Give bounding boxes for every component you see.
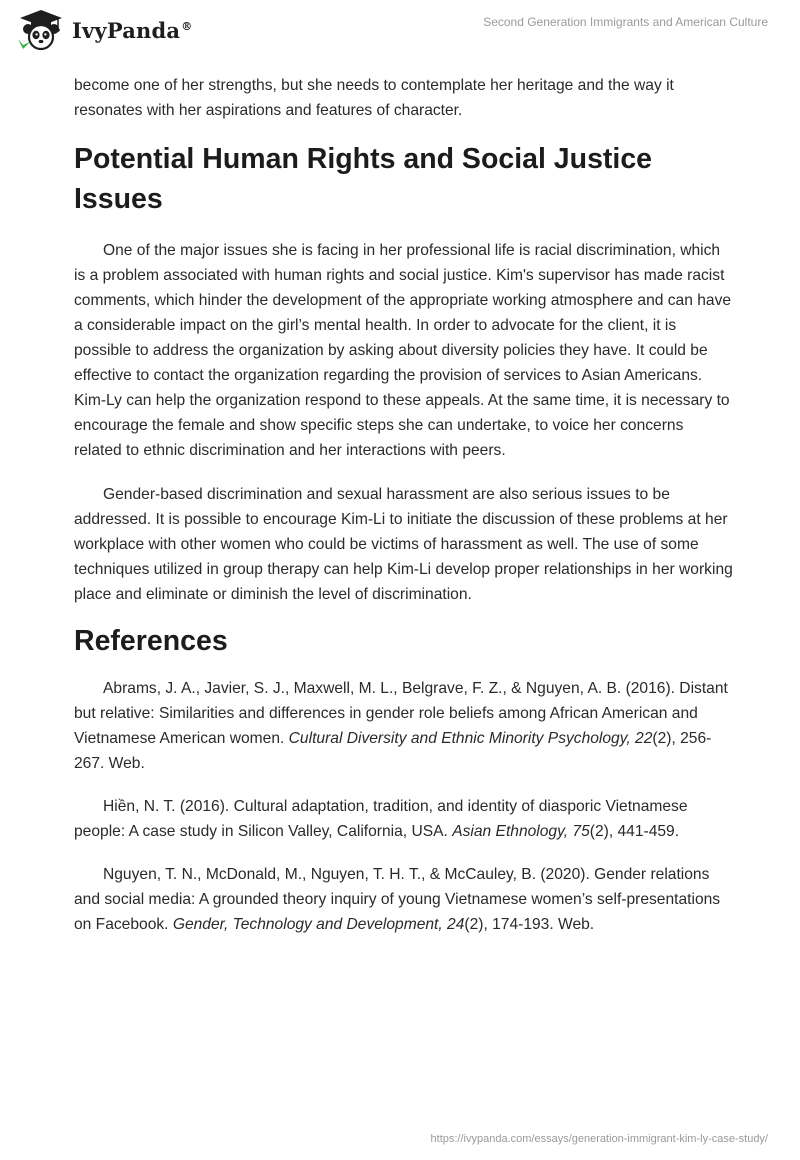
footer-url[interactable]: https://ivypanda.com/essays/generation-immigrant-kim-ly-case-study/ [430,1133,768,1145]
reference-item-2: Hiền, N. T. (2016). Cultural adaptation, tradition, and identity of diasporic Vietnamese people: A case study in Silicon Valley, California, USA. Asian Ethnology, 75(2), 441-459. [74,798,688,840]
logo-wordmark: IvyPanda® [72,17,193,43]
issues-paragraph-1: One of the major issues she is facing in her professional life is racial discrimination, which is a problem associated with human rights and social justice. Kim's supervisor has made racist comments, which hinder the development of the appropriate working atmosphere and can have a considerable impact on the girl’s mental health. In order to advocate for the client, it is possible to address the organization by asking about diversity policies they have. It could be effective to contact the organization regarding the provision of services to Asian Americans. Kim-Ly can help the organization respond to these appeals. At the same time, it is necessary to encourage the female and show specific steps she can undertake, to voice her concerns related to ethnic discrimination and her interactions with peers. [74,242,732,459]
ivypanda-logo[interactable] [14,8,192,52]
essay-content [74,73,734,955]
reference-item-3: Nguyen, T. N., McDonald, M., Nguyen, T. H. T., & McCauley, B. (2020). Gender relations and social media: A grounded theory inquiry of young Vietnamese women’s self-presentations on Facebook. Gender, Technology and Development, 24(2), 174-193. Web. [74,866,721,933]
intro-paragraph: become one of her strengths, but she needs to contemplate her heritage and the way it resonates with her aspirations and features of character. [74,77,674,119]
reference-journal-3: Gender, Technology and Development, 24 [172,916,465,933]
section-heading-issues: Potential Human Rights and Social Justice Issues [74,143,653,215]
reference-journal-2: Asian Ethnology, 75 [452,823,590,840]
issues-paragraph-2: Gender-based discrimination and sexual harassment are also serious issues to be addressed. It is possible to encourage Kim-Li to initiate the discussion of these problems at her workplace with other women who could be victims of harassment as well. The use of some techniques utilized in group therapy can help Kim-Li develop proper relationships in her working place and eliminate or diminish the level of discrimination. [74,486,733,603]
reference-item-1: Abrams, J. A., Javier, S. J., Maxwell, M. L., Belgrave, F. Z., & Nguyen, A. B. (2016). Distant but relative: Similarities and differences in gender role beliefs among African American and Vietnamese American women. Cultural Diversity and Ethnic Minority Psychology, 22(2), 256-267. Web. [74,680,728,772]
section-heading-references: References [74,625,228,657]
reference-journal-1: Cultural Diversity and Ethnic Minority Psychology, 22 [288,730,653,747]
panda-graduate-icon [14,8,68,52]
document-title: Second Generation Immigrants and American Culture [483,15,768,29]
